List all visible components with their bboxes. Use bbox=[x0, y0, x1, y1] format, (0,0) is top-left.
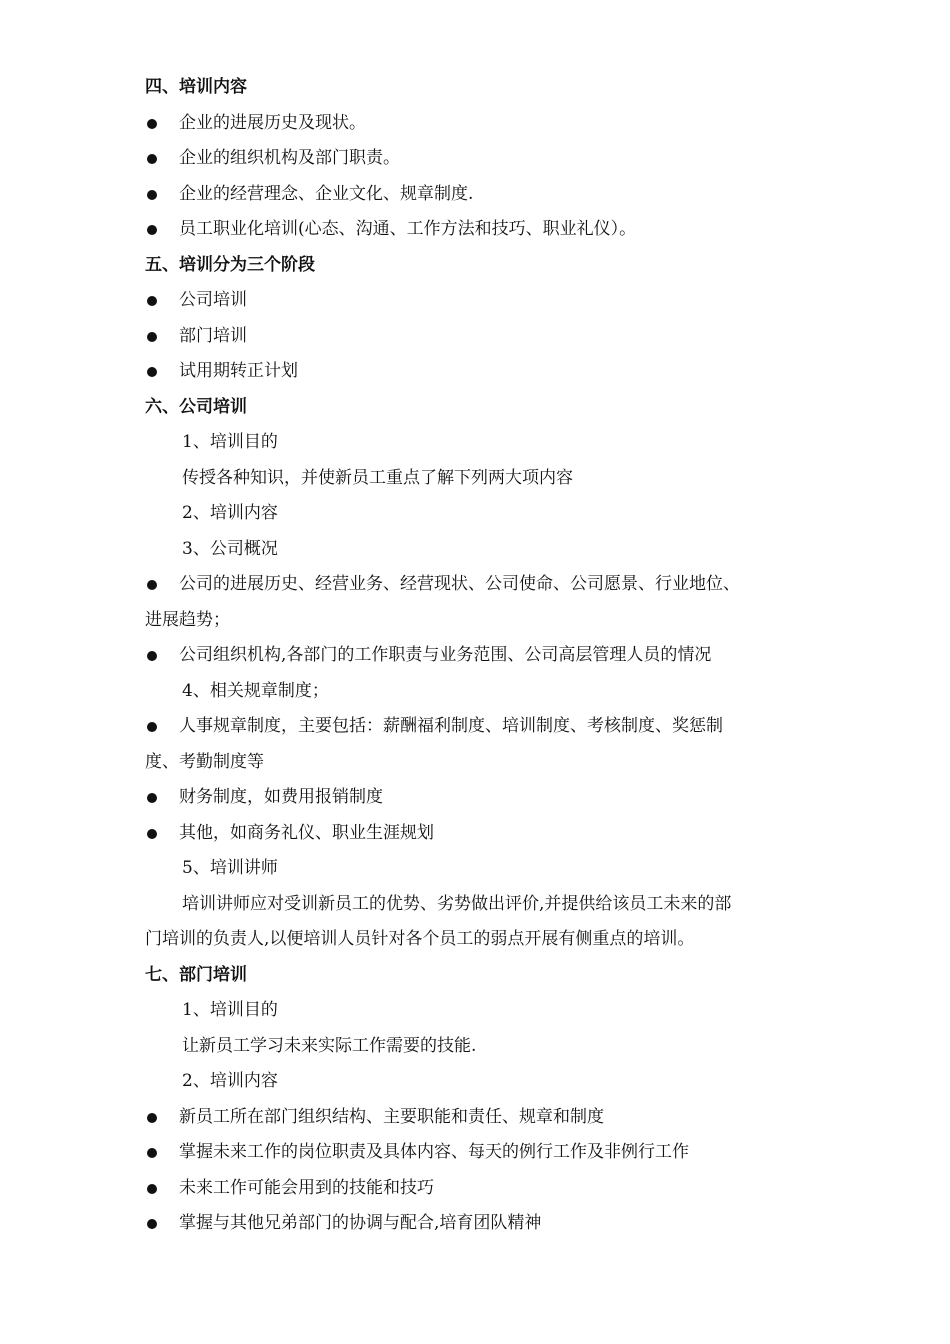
list-item-text: 企业的经营理念、企业文化、规章制度. bbox=[179, 183, 474, 204]
list-item bbox=[145, 709, 825, 745]
list-item bbox=[145, 354, 825, 390]
section-heading: 六、公司培训 bbox=[145, 396, 247, 417]
bullet-icon bbox=[147, 1184, 157, 1194]
subheading: 4、相关规章制度； bbox=[182, 680, 329, 701]
list-item-text: 公司的进展历史、经营业务、经营现状、公司使命、公司愿景、行业地位、 bbox=[179, 574, 740, 594]
bullet-icon bbox=[147, 722, 157, 732]
subheading: 2、培训内容 bbox=[182, 503, 278, 523]
paragraph-line: 传授各种知识，并使新员工重点了解下列两大项内容 bbox=[182, 467, 573, 488]
list-item-text: 企业的组织机构及部门职责。 bbox=[179, 148, 400, 168]
paragraph-line: 培训讲师应对受训新员工的优势、劣势做出评价,并提供给该员工未来的部 bbox=[182, 893, 732, 914]
list-item bbox=[145, 319, 825, 355]
list-item-text: 新员工所在部门组织结构、主要职能和责任、规章和制度 bbox=[179, 1106, 604, 1127]
list-item bbox=[145, 1171, 825, 1207]
paragraph-line: 门培训的负责人,以便培训人员针对各个员工的弱点开展有侧重点的培训。 bbox=[145, 929, 695, 949]
list-item bbox=[145, 780, 825, 816]
bullet-icon bbox=[147, 367, 157, 377]
subheading: 3、公司概况 bbox=[182, 538, 278, 559]
bullet-icon bbox=[147, 1219, 157, 1229]
bullet-icon bbox=[147, 332, 157, 342]
list-item-text: 人事规章制度，主要包括：薪酬福利制度、培训制度、考核制度、奖惩制 bbox=[179, 716, 723, 736]
list-item-text: 掌握与其他兄弟部门的协调与配合,培育团队精神 bbox=[179, 1213, 542, 1233]
list-item-text: 公司培训 bbox=[179, 290, 247, 310]
list-item-text: 公司组织机构,各部门的工作职责与业务范围、公司高层管理人员的情况 bbox=[179, 645, 712, 665]
bullet-icon bbox=[147, 580, 157, 590]
list-item-continuation: 度、考勤制度等 bbox=[145, 751, 264, 772]
list-item bbox=[145, 1100, 825, 1136]
bullet-icon bbox=[147, 1148, 157, 1158]
bullet-icon bbox=[147, 651, 157, 661]
list-item bbox=[145, 1206, 825, 1242]
list-item bbox=[145, 106, 825, 142]
list-item bbox=[145, 1135, 825, 1171]
list-item bbox=[145, 141, 825, 177]
bullet-icon bbox=[147, 119, 157, 129]
list-item bbox=[145, 177, 825, 213]
bullet-icon bbox=[147, 1113, 157, 1123]
list-item bbox=[145, 567, 825, 603]
subheading: 1、培训目的 bbox=[182, 1000, 278, 1020]
subheading: 2、培训内容 bbox=[182, 1071, 278, 1091]
section-heading: 五、培训分为三个阶段 bbox=[145, 254, 315, 275]
list-item bbox=[145, 283, 825, 319]
list-item-continuation: 进展趋势； bbox=[145, 609, 230, 630]
list-item bbox=[145, 212, 825, 248]
subheading: 5、培训讲师 bbox=[182, 858, 278, 878]
list-item-text: 部门培训 bbox=[179, 325, 247, 346]
bullet-icon bbox=[147, 190, 157, 200]
subheading: 1、培训目的 bbox=[182, 432, 278, 452]
section-heading: 四、培训内容 bbox=[145, 77, 247, 97]
bullet-icon bbox=[147, 225, 157, 235]
bullet-icon bbox=[147, 829, 157, 839]
list-item-text: 试用期转正计划 bbox=[179, 361, 298, 381]
bullet-icon bbox=[147, 296, 157, 306]
list-item-text: 掌握未来工作的岗位职责及具体内容、每天的例行工作及非例行工作 bbox=[179, 1142, 689, 1162]
list-item bbox=[145, 816, 825, 852]
list-item-text: 员工职业化培训(心态、沟通、工作方法和技巧、职业礼仪）。 bbox=[179, 219, 637, 239]
section-heading: 七、部门培训 bbox=[145, 964, 247, 985]
list-item-text: 企业的进展历史及现状。 bbox=[179, 112, 366, 133]
list-item-text: 未来工作可能会用到的技能和技巧 bbox=[179, 1177, 434, 1198]
paragraph-line: 让新员工学习未来实际工作需要的技能. bbox=[182, 1035, 477, 1056]
bullet-icon bbox=[147, 793, 157, 803]
document-body bbox=[145, 70, 825, 1242]
list-item-text: 其他，如商务礼仪、职业生涯规划 bbox=[179, 822, 434, 843]
list-item bbox=[145, 638, 825, 674]
bullet-icon bbox=[147, 154, 157, 164]
list-item-text: 财务制度，如费用报销制度 bbox=[179, 787, 383, 807]
